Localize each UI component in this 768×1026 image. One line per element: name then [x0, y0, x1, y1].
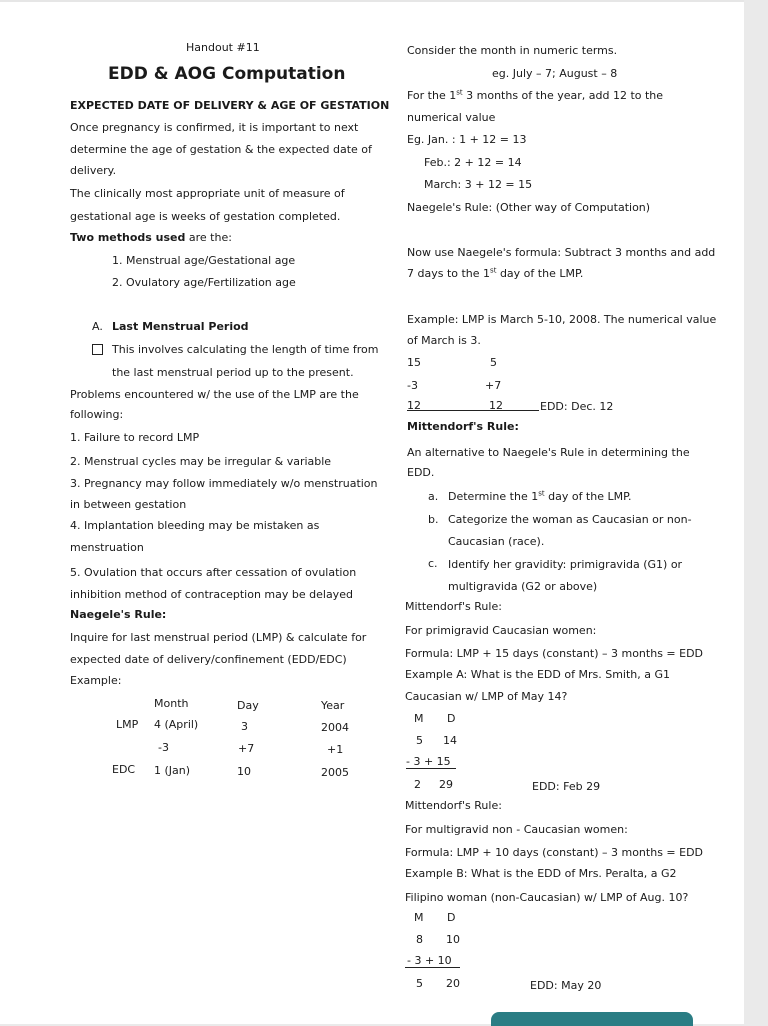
calc-b-cell: 10	[446, 933, 460, 946]
table-cell: +1	[327, 743, 344, 756]
problem-item: 3. Pregnancy may follow immediately w/o menstruation	[70, 477, 378, 490]
calc-b-head: D	[447, 911, 456, 924]
calc-underline	[407, 410, 539, 411]
intro-line: delivery.	[70, 164, 117, 177]
edc-label: EDC	[112, 763, 136, 776]
problem-item: 5. Ovulation that occurs after cessation of ovulation	[70, 566, 357, 579]
table-cell: +7	[238, 742, 255, 755]
eg-march: March: 3 + 12 = 15	[424, 178, 533, 191]
calc-cell: +7	[485, 379, 502, 392]
intro-line: The clinically most appropriate unit of measure of	[70, 187, 345, 200]
a-sup: st	[538, 489, 545, 498]
table-cell: 4 (April)	[154, 718, 199, 731]
calc-a-cell: 5	[416, 734, 423, 747]
first3-post: 3 months of the year, add 12 to the	[462, 89, 664, 102]
calc-cell: 15	[407, 356, 421, 369]
multi-line: Example B: What is the EDD of Mrs. Peralta, a G2	[405, 867, 677, 880]
multi-line: Formula: LMP + 10 days (constant) – 3 months = EDD	[405, 846, 704, 859]
lmp-label: LMP	[116, 718, 139, 731]
calc-b-underline	[405, 967, 460, 968]
intro-line: determine the age of gestation & the expected date of	[70, 143, 372, 156]
calc-a-op: - 3 + 15	[406, 755, 451, 768]
calc-b-cell: 20	[446, 977, 460, 990]
two-methods-bold: Two methods used	[70, 231, 186, 244]
numeric-line: Consider the month in numeric terms.	[407, 44, 618, 57]
mittendorf-rule-label: Mittendorf's Rule:	[405, 799, 502, 812]
step-c-line: Identify her gravidity: primigravida (G1) or	[448, 558, 683, 571]
first3-pre: For the 1	[407, 89, 457, 102]
intro-line: gestational age is weeks of gestation completed.	[70, 210, 341, 223]
naegele-line: Example:	[70, 674, 122, 687]
problem-item: in between gestation	[70, 498, 187, 511]
now-use-line: Now use Naegele's formula: Subtract 3 months and add	[407, 246, 716, 259]
problem-item: inhibition method of contraception may be delayed	[70, 588, 353, 601]
handout-number: Handout #11	[186, 41, 260, 54]
prim-line: For primigravid Caucasian women:	[405, 624, 597, 637]
table-cell: 2004	[321, 721, 349, 734]
table-cell: 3	[241, 720, 248, 733]
table-header-month: Month	[154, 697, 189, 710]
section-a-letter: A.	[92, 320, 103, 333]
step-c-line: multigravida (G2 or above)	[448, 580, 598, 593]
calc-cell: 12	[489, 399, 503, 412]
seven-post: day of the LMP.	[496, 267, 584, 280]
table-cell: -3	[158, 741, 169, 754]
table-header-year: Year	[321, 699, 345, 712]
method-item: 2. Ovulatory age/Fertilization age	[112, 276, 296, 289]
calc-b-op: - 3 + 10	[407, 954, 452, 967]
step-letter: c.	[428, 557, 438, 570]
top-edge	[0, 0, 744, 2]
eg-jan: Eg. Jan. : 1 + 12 = 13	[407, 133, 527, 146]
step-letter: b.	[428, 513, 439, 526]
calc-a-head: M	[414, 712, 424, 725]
step-a	[448, 490, 632, 504]
calc-cell: 12	[407, 399, 421, 412]
naegele-other: Naegele's Rule: (Other way of Computation)	[407, 201, 651, 214]
table-cell: 10	[237, 765, 251, 778]
two-methods-rest: are the:	[188, 231, 232, 244]
problems-line: following:	[70, 408, 124, 421]
table-cell: 2005	[321, 766, 349, 779]
calc-b-edd: EDD: May 20	[530, 979, 602, 992]
naegele-line: expected date of delivery/confinement (EDD/EDC)	[70, 653, 347, 666]
example-line: of March is 3.	[407, 334, 481, 347]
bullet-line: the last menstrual period up to the present.	[112, 366, 354, 379]
seven-pre: 7 days to the 1	[407, 267, 491, 280]
section-heading: EXPECTED DATE OF DELIVERY & AGE OF GESTATION	[70, 99, 390, 112]
calc-cell: -3	[407, 379, 418, 392]
calc-a-cell: 2	[414, 778, 421, 791]
edd-result: EDD: Dec. 12	[540, 400, 614, 413]
multi-line: For multigravid non - Caucasian women:	[405, 823, 628, 836]
seven-sup: st	[490, 266, 497, 275]
intro-line: Once pregnancy is confirmed, it is important to next	[70, 121, 359, 134]
calc-b-cell: 5	[416, 977, 423, 990]
two-methods-line	[70, 231, 232, 245]
numeric-line: eg. July – 7; August – 8	[492, 67, 618, 80]
bullet-line: This involves calculating the length of time from	[112, 343, 379, 356]
first3-sup: st	[456, 88, 463, 97]
multi-line: Filipino woman (non-Caucasian) w/ LMP of Aug. 10?	[405, 891, 689, 904]
calc-a-edd: EDD: Feb 29	[532, 780, 601, 793]
a-pre: Determine the 1	[448, 490, 539, 503]
first-three-months-line	[407, 89, 663, 103]
naegele-title: Naegele's Rule:	[70, 608, 167, 621]
table-cell: 1 (Jan)	[154, 764, 191, 777]
prim-line: Formula: LMP + 15 days (constant) – 3 months = EDD	[405, 647, 704, 660]
seven-days-line	[407, 267, 583, 281]
problem-item: 4. Implantation bleeding may be mistaken as	[70, 519, 320, 532]
prim-line: Example A: What is the EDD of Mrs. Smith, a G1	[405, 668, 670, 681]
calc-a-head: D	[447, 712, 456, 725]
alt-line: EDD.	[407, 466, 435, 479]
example-line: Example: LMP is March 5-10, 2008. The numerical value	[407, 313, 717, 326]
calc-b-cell: 8	[416, 933, 423, 946]
problem-item: 1. Failure to record LMP	[70, 431, 200, 444]
checkbox-bullet-icon	[92, 344, 103, 355]
numerical-value: numerical value	[407, 111, 496, 124]
page-title: EDD & AOG Computation	[108, 64, 346, 84]
problem-item: menstruation	[70, 541, 144, 554]
calc-b-head: M	[414, 911, 424, 924]
step-b-line: Categorize the woman as Caucasian or non-	[448, 513, 692, 526]
a-post: day of the LMP.	[544, 490, 632, 503]
method-item: 1. Menstrual age/Gestational age	[112, 254, 296, 267]
step-letter: a.	[428, 490, 439, 503]
naegele-line: Inquire for last menstrual period (LMP) & calculate for	[70, 631, 367, 644]
step-b-line: Caucasian (race).	[448, 535, 545, 548]
mittendorf-rule-label: Mittendorf's Rule:	[405, 600, 502, 613]
section-a-title: Last Menstrual Period	[112, 320, 249, 333]
table-header-day: Day	[237, 699, 259, 712]
calc-cell: 5	[490, 356, 497, 369]
prim-line: Caucasian w/ LMP of May 14?	[405, 690, 568, 703]
eg-feb: Feb.: 2 + 12 = 14	[424, 156, 522, 169]
problem-item: 2. Menstrual cycles may be irregular & variable	[70, 455, 332, 468]
calc-a-underline	[406, 768, 456, 769]
mittendorf-title: Mittendorf's Rule:	[407, 420, 519, 433]
alt-line: An alternative to Naegele's Rule in determining the	[407, 446, 690, 459]
calc-a-cell: 14	[443, 734, 457, 747]
problems-line: Problems encountered w/ the use of the LMP are the	[70, 388, 359, 401]
calc-a-cell: 29	[439, 778, 453, 791]
